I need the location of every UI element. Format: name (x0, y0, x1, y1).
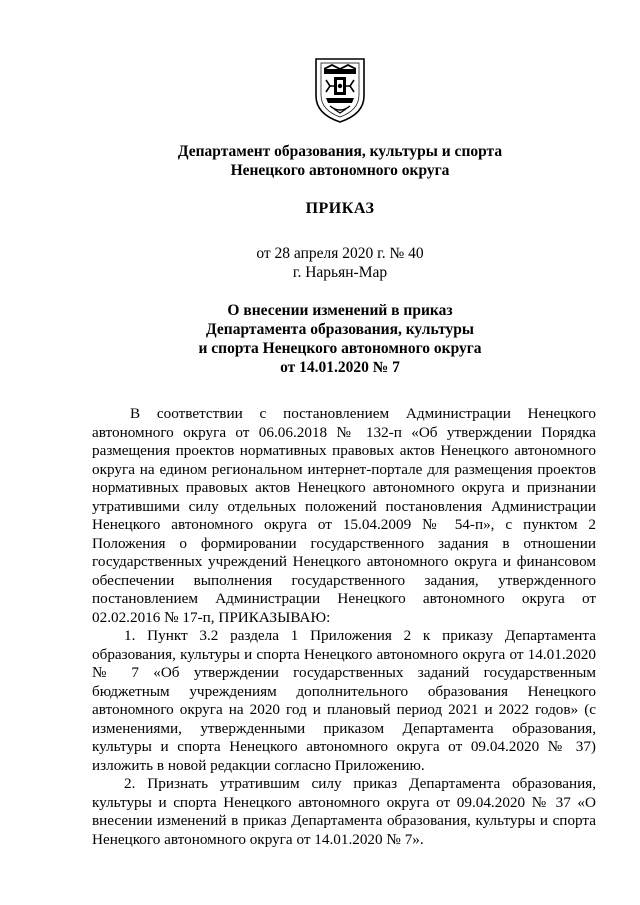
document-subject (60, 301, 620, 377)
body-item-2: 2. Признать утратившим силу приказ Департамента образования, культуры и спорта Ненецкого автономного округа от 09.04.2020 № 37 «О внесении изменений в приказ Департамента образования, культуры и спорта Ненецкого автономного округа от 14.01.2020 № 7». (92, 775, 596, 848)
body-intro-paragraph: В соответствии с постановлением Администрации Ненецкого автономного округа от 06.06.2018 № 132-п «Об утверждении Порядка размещения проектов нормативных правовых актов Ненецкого автономного округа на едином региональном интернет-портале для размещения проектов нормативных правовых актов Ненецкого автономного округа и признании утратившими силу отдельных положений постановления Администрации Ненецкого автономного округа от 15.04.2009 № 54-п», с пунктом 2 Положения о формировании государственного задания в отношении государственных учреждений Ненецкого автономного округа и финансовом обеспечении выполнения государственного задания, утвержденного постановлением Администрации Ненецкого автономного округа от 02.02.2016 № 17-п, ПРИКАЗЫВАЮ: (92, 405, 596, 626)
subject-line-2: Департамента образования, культуры (206, 321, 474, 338)
subject-line-3: и спорта Ненецкого автономного округа (198, 340, 482, 357)
subject-line-4: от 14.01.2020 № 7 (280, 359, 400, 376)
organization-line-2: Ненецкого автономного округа (230, 162, 450, 179)
document-type-title: ПРИКАЗ (305, 200, 375, 217)
subject-line-1: О внесении изменений в приказ (227, 302, 453, 319)
coat-of-arms-emblem-icon (312, 56, 368, 124)
document-body (92, 405, 596, 849)
organization-header (60, 142, 620, 180)
date-and-place (60, 244, 620, 282)
document-date: от 28 апреля 2020 г. № 40 (256, 245, 424, 262)
body-item-1: 1. Пункт 3.2 раздела 1 Приложения 2 к приказу Департамента образования, культуры и спорта Ненецкого автономного округа от 14.01.2020 № 7 «Об утверждении государственных заданий государственным бюджетным учреждениям дополнительного образования Ненецкого автономного округа на 2020 год и плановый период 2021 и 2022 годов» (с изменениями, утвержденными приказом Департамента образования, культуры и спорта Ненецкого автономного округа от 09.04.2020 № 37) изложить в новой редакции согласно Приложению. (92, 627, 596, 774)
organization-line-1: Департамент образования, культуры и спорта (177, 143, 503, 160)
document-place: г. Нарьян-Мар (292, 264, 388, 281)
